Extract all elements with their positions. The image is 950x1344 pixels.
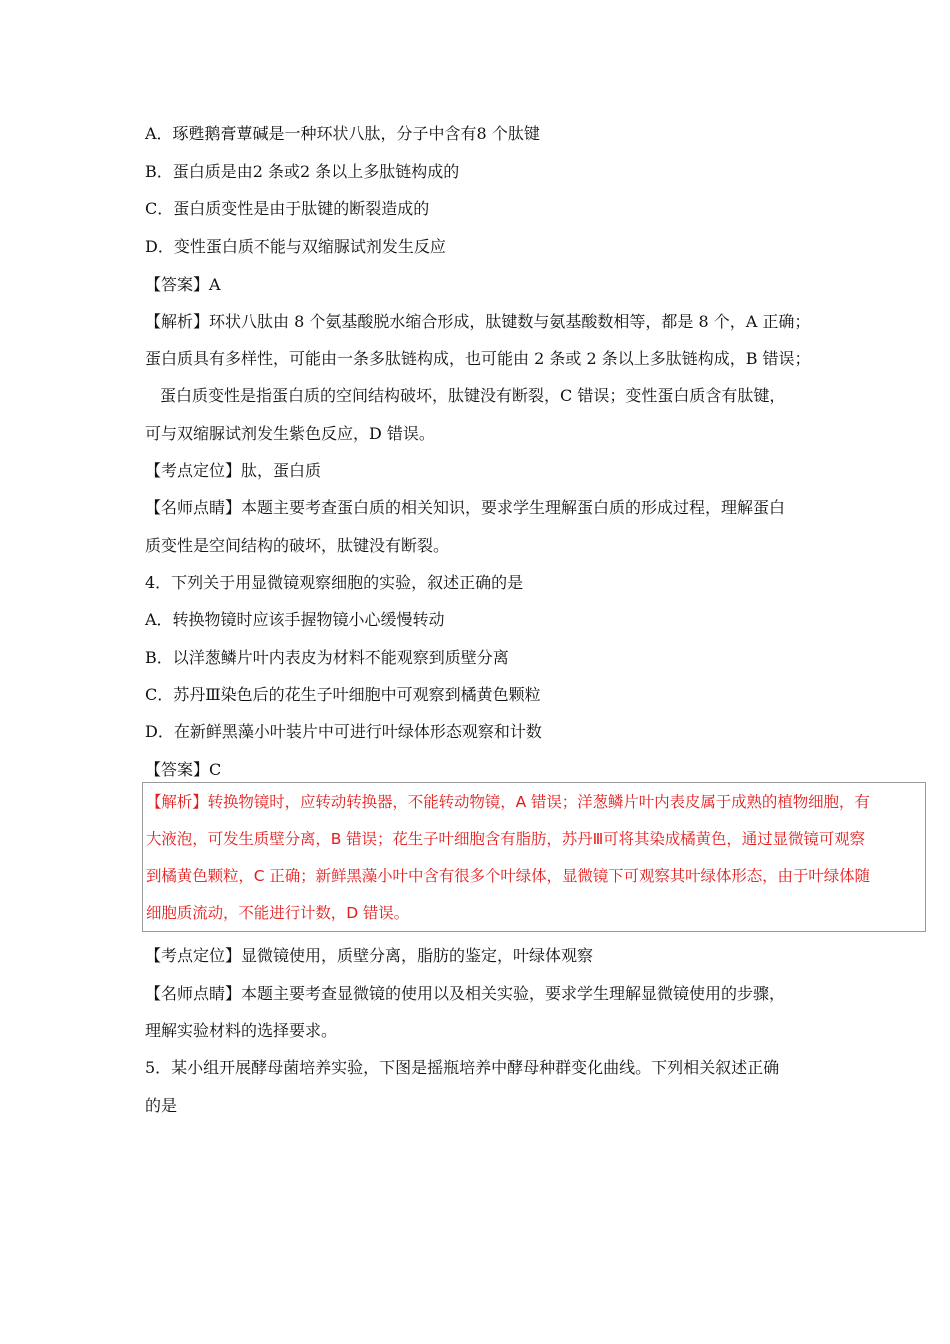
q5-stem-line-2: 的是 [145, 1096, 178, 1115]
q3-analysis-line-4: 可与双缩脲试剂发生紫色反应，D 错误。 [145, 424, 435, 443]
q4-kaodian: 【考点定位】显微镜使用，质壁分离，脂肪的鉴定，叶绿体观察 [145, 946, 594, 965]
q3-answer: 【答案】A [145, 275, 221, 294]
q4-analysis-line-2: 大液泡，可发生质壁分离，B 错误；花生子叶细胞含有脂肪，苏丹Ⅲ可将其染成橘黄色，通过显微镜可观察 [146, 830, 865, 848]
q5-stem-line-1: 5．某小组开展酵母菌培养实验，下图是摇瓶培养中酵母种群变化曲线。下列相关叙述正确 [145, 1058, 780, 1077]
q4-option-b: B．以洋葱鳞片叶内表皮为材料不能观察到质壁分离 [145, 648, 509, 667]
q4-mingshi-line-2: 理解实验材料的选择要求。 [145, 1021, 338, 1040]
q4-option-a: A．转换物镜时应该手握物镜小心缓慢转动 [145, 610, 445, 629]
q3-mingshi-line-1: 【名师点睛】本题主要考查蛋白质的相关知识，要求学生理解蛋白质的形成过程，理解蛋白 [145, 498, 786, 517]
q3-option-d: D．变性蛋白质不能与双缩脲试剂发生反应 [145, 237, 446, 256]
q4-analysis-line-4: 细胞质流动，不能进行计数，D 错误。 [146, 904, 410, 922]
q3-option-a: A．琢甦鹅膏蕈碱是一种环状八肽，分子中含有8 个肽键 [145, 124, 540, 143]
q3-kaodian: 【考点定位】肽，蛋白质 [145, 461, 322, 480]
q3-analysis-line-1: 【解析】环状八肽由 8 个氨基酸脱水缩合形成，肽键数与氨基酸数相等，都是 8 个，A 正确； [145, 312, 811, 331]
q4-analysis-line-1: 【解析】转换物镜时，应转动转换器，不能转动物镜，A 错误；洋葱鳞片叶内表皮属于成熟的植物细胞，有 [146, 793, 870, 811]
q4-stem: 4．下列关于用显微镜观察细胞的实验，叙述正确的是 [145, 573, 524, 592]
q3-analysis-line-3: 蛋白质变性是指蛋白质的空间结构破坏，肽键没有断裂，C 错误；变性蛋白质含有肽键， [160, 386, 786, 405]
q4-answer: 【答案】C [145, 760, 222, 779]
q4-option-c: C．苏丹Ⅲ染色后的花生子叶细胞中可观察到橘黄色颗粒 [145, 685, 541, 704]
q4-option-d: D．在新鲜黑藻小叶装片中可进行叶绿体形态观察和计数 [145, 722, 542, 741]
q4-analysis-box [142, 782, 926, 932]
q3-option-b: B．蛋白质是由2 条或2 条以上多肽链构成的 [145, 162, 460, 181]
q4-analysis-line-3: 到橘黄色颗粒，C 正确；新鲜黑藻小叶中含有很多个叶绿体，显微镜下可观察其叶绿体形态，由于叶绿体随 [146, 867, 870, 885]
q3-analysis-line-2: 蛋白质具有多样性，可能由一条多肽链构成，也可能由 2 条或 2 条以上多肽链构成，B 错误； [145, 349, 811, 368]
q3-option-c: C．蛋白质变性是由于肽键的断裂造成的 [145, 199, 430, 218]
q4-mingshi-line-1: 【名师点睛】本题主要考查显微镜的使用以及相关实验，要求学生理解显微镜使用的步骤， [145, 984, 786, 1003]
q3-mingshi-line-2: 质变性是空间结构的破坏，肽键没有断裂。 [145, 536, 450, 555]
